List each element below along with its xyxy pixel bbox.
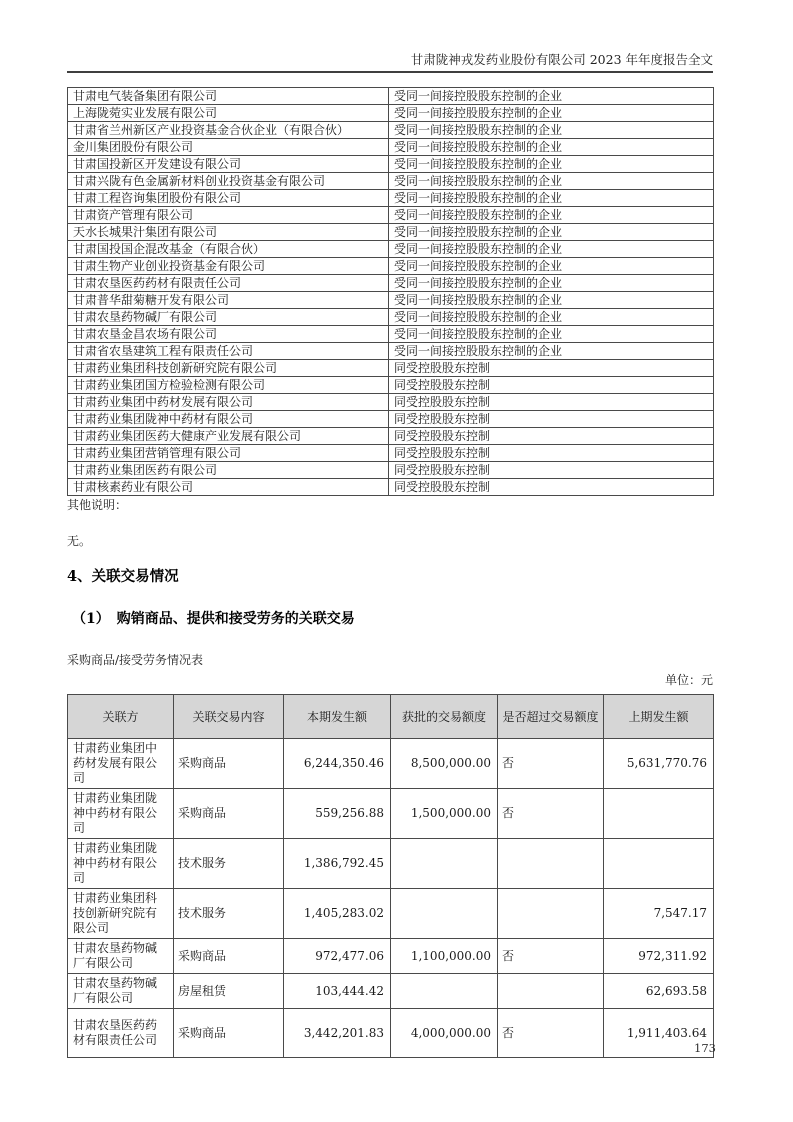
related-party-row bbox=[68, 462, 714, 479]
purchase-table-row bbox=[68, 739, 714, 789]
current-amount-cell: 559,256.88 bbox=[284, 789, 391, 839]
related-party-name: 甘肃农垦金昌农场有限公司 bbox=[68, 326, 389, 343]
unit-label: 单位：元 bbox=[664, 673, 713, 687]
related-party-row bbox=[68, 88, 714, 105]
approved-limit-cell bbox=[391, 889, 498, 939]
related-party-row bbox=[68, 105, 714, 122]
transaction-content-cell: 采购商品 bbox=[174, 1009, 284, 1058]
related-party-row bbox=[68, 343, 714, 360]
exceeds-limit-cell bbox=[498, 974, 604, 1009]
purchase-table-column-header: 本期发生额 bbox=[284, 695, 391, 739]
prior-amount-cell bbox=[604, 839, 714, 889]
related-party-cell: 甘肃农垦药物碱厂有限公司 bbox=[68, 939, 174, 974]
related-party-row bbox=[68, 411, 714, 428]
related-party-name: 金川集团股份有限公司 bbox=[68, 139, 389, 156]
related-party-relation: 同受控股股东控制 bbox=[389, 411, 714, 428]
purchase-table-row bbox=[68, 974, 714, 1009]
related-party-row bbox=[68, 258, 714, 275]
related-party-row bbox=[68, 224, 714, 241]
related-party-name: 甘肃药业集团营销管理有限公司 bbox=[68, 445, 389, 462]
related-party-name: 甘肃兴陇有色金属新材料创业投资基金有限公司 bbox=[68, 173, 389, 190]
related-party-row bbox=[68, 241, 714, 258]
related-party-relation: 受同一间接控股股东控制的企业 bbox=[389, 326, 714, 343]
transaction-content-cell: 采购商品 bbox=[174, 789, 284, 839]
other-notes-value: 无。 bbox=[67, 534, 92, 548]
purchase-table-column-header: 关联交易内容 bbox=[174, 695, 284, 739]
related-party-relation: 受同一间接控股股东控制的企业 bbox=[389, 88, 714, 105]
related-party-cell: 甘肃药业集团科技创新研究院有限公司 bbox=[68, 889, 174, 939]
related-party-row bbox=[68, 394, 714, 411]
related-party-relation: 同受控股股东控制 bbox=[389, 462, 714, 479]
current-amount-cell: 1,386,792.45 bbox=[284, 839, 391, 889]
related-party-relation: 受同一间接控股股东控制的企业 bbox=[389, 156, 714, 173]
approved-limit-cell bbox=[391, 974, 498, 1009]
related-party-relation: 同受控股股东控制 bbox=[389, 479, 714, 496]
related-party-row bbox=[68, 479, 714, 496]
related-party-cell: 甘肃药业集团中药材发展有限公司 bbox=[68, 739, 174, 789]
related-party-row bbox=[68, 122, 714, 139]
related-party-name: 甘肃核素药业有限公司 bbox=[68, 479, 389, 496]
exceeds-limit-cell bbox=[498, 889, 604, 939]
related-party-cell: 甘肃药业集团陇神中药材有限公司 bbox=[68, 789, 174, 839]
purchase-table-head bbox=[68, 695, 714, 739]
related-party-relation: 受同一间接控股股东控制的企业 bbox=[389, 343, 714, 360]
exceeds-limit-cell: 否 bbox=[498, 939, 604, 974]
purchase-table-column-header: 获批的交易额度 bbox=[391, 695, 498, 739]
running-header-title: 甘肃陇神戎发药业股份有限公司 2023 年年度报告全文 bbox=[410, 52, 713, 67]
related-party-row bbox=[68, 207, 714, 224]
header-rule bbox=[67, 71, 713, 73]
related-party-relation: 受同一间接控股股东控制的企业 bbox=[389, 173, 714, 190]
purchase-table-header-row bbox=[68, 695, 714, 739]
related-party-relation: 受同一间接控股股东控制的企业 bbox=[389, 258, 714, 275]
purchase-table-caption: 采购商品/接受劳务情况表 bbox=[67, 653, 204, 667]
related-party-relation: 受同一间接控股股东控制的企业 bbox=[389, 105, 714, 122]
related-party-relation: 同受控股股东控制 bbox=[389, 377, 714, 394]
purchase-table-row bbox=[68, 889, 714, 939]
purchase-table-column-header: 关联方 bbox=[68, 695, 174, 739]
related-party-name: 甘肃省兰州新区产业投资基金合伙企业（有限合伙） bbox=[68, 122, 389, 139]
related-party-table bbox=[67, 87, 714, 496]
related-party-relation: 受同一间接控股股东控制的企业 bbox=[389, 275, 714, 292]
related-party-name: 甘肃药业集团中药材发展有限公司 bbox=[68, 394, 389, 411]
related-party-row bbox=[68, 377, 714, 394]
related-party-name: 甘肃生物产业创业投资基金有限公司 bbox=[68, 258, 389, 275]
purchase-table-body bbox=[68, 739, 714, 1058]
related-party-relation: 受同一间接控股股东控制的企业 bbox=[389, 122, 714, 139]
related-party-relation: 受同一间接控股股东控制的企业 bbox=[389, 224, 714, 241]
related-party-relation: 同受控股股东控制 bbox=[389, 445, 714, 462]
page-number: 173 bbox=[694, 1041, 716, 1055]
related-party-cell: 甘肃药业集团陇神中药材有限公司 bbox=[68, 839, 174, 889]
section-subheading: （1） 购销商品、提供和接受劳务的关联交易 bbox=[72, 611, 355, 627]
related-party-name: 甘肃农垦医药药材有限责任公司 bbox=[68, 275, 389, 292]
related-party-name: 甘肃药业集团医药大健康产业发展有限公司 bbox=[68, 428, 389, 445]
related-party-relation: 受同一间接控股股东控制的企业 bbox=[389, 139, 714, 156]
related-party-relation: 受同一间接控股股东控制的企业 bbox=[389, 190, 714, 207]
related-party-row bbox=[68, 173, 714, 190]
related-party-relation: 同受控股股东控制 bbox=[389, 394, 714, 411]
related-party-row bbox=[68, 139, 714, 156]
transaction-content-cell: 技术服务 bbox=[174, 839, 284, 889]
related-party-cell: 甘肃农垦医药药材有限责任公司 bbox=[68, 1009, 174, 1058]
related-party-row bbox=[68, 360, 714, 377]
exceeds-limit-cell bbox=[498, 839, 604, 889]
related-party-relation: 同受控股股东控制 bbox=[389, 360, 714, 377]
related-party-row bbox=[68, 275, 714, 292]
prior-amount-cell: 5,631,770.76 bbox=[604, 739, 714, 789]
related-party-table-body bbox=[68, 88, 714, 496]
purchase-transactions-table bbox=[67, 694, 714, 1058]
purchase-table-row bbox=[68, 1009, 714, 1058]
related-party-name: 甘肃药业集团医药有限公司 bbox=[68, 462, 389, 479]
section-heading: 4、关联交易情况 bbox=[67, 568, 179, 585]
current-amount-cell: 3,442,201.83 bbox=[284, 1009, 391, 1058]
related-party-name: 甘肃农垦药物碱厂有限公司 bbox=[68, 309, 389, 326]
prior-amount-cell: 1,911,403.64 bbox=[604, 1009, 714, 1058]
current-amount-cell: 1,405,283.02 bbox=[284, 889, 391, 939]
related-party-relation: 受同一间接控股股东控制的企业 bbox=[389, 207, 714, 224]
prior-amount-cell: 972,311.92 bbox=[604, 939, 714, 974]
exceeds-limit-cell: 否 bbox=[498, 1009, 604, 1058]
related-party-name: 上海陇菀实业发展有限公司 bbox=[68, 105, 389, 122]
prior-amount-cell: 7,547.17 bbox=[604, 889, 714, 939]
transaction-content-cell: 技术服务 bbox=[174, 889, 284, 939]
transaction-content-cell: 房屋租赁 bbox=[174, 974, 284, 1009]
purchase-table-row bbox=[68, 939, 714, 974]
related-party-relation: 受同一间接控股股东控制的企业 bbox=[389, 292, 714, 309]
approved-limit-cell bbox=[391, 839, 498, 889]
transaction-content-cell: 采购商品 bbox=[174, 739, 284, 789]
prior-amount-cell: 62,693.58 bbox=[604, 974, 714, 1009]
related-party-name: 甘肃国投新区开发建设有限公司 bbox=[68, 156, 389, 173]
related-party-name: 甘肃省农垦建筑工程有限责任公司 bbox=[68, 343, 389, 360]
related-party-cell: 甘肃农垦药物碱厂有限公司 bbox=[68, 974, 174, 1009]
current-amount-cell: 972,477.06 bbox=[284, 939, 391, 974]
related-party-name: 甘肃电气装备集团有限公司 bbox=[68, 88, 389, 105]
current-amount-cell: 103,444.42 bbox=[284, 974, 391, 1009]
related-party-name: 甘肃资产管理有限公司 bbox=[68, 207, 389, 224]
approved-limit-cell: 4,000,000.00 bbox=[391, 1009, 498, 1058]
related-party-row bbox=[68, 445, 714, 462]
current-amount-cell: 6,244,350.46 bbox=[284, 739, 391, 789]
related-party-name: 甘肃药业集团科技创新研究院有限公司 bbox=[68, 360, 389, 377]
approved-limit-cell: 1,100,000.00 bbox=[391, 939, 498, 974]
related-party-row bbox=[68, 326, 714, 343]
exceeds-limit-cell: 否 bbox=[498, 789, 604, 839]
other-notes-label: 其他说明： bbox=[67, 498, 128, 512]
related-party-relation: 同受控股股东控制 bbox=[389, 428, 714, 445]
related-party-name: 甘肃普华甜菊糖开发有限公司 bbox=[68, 292, 389, 309]
related-party-name: 天水长城果汁集团有限公司 bbox=[68, 224, 389, 241]
related-party-row bbox=[68, 292, 714, 309]
purchase-table-row bbox=[68, 839, 714, 889]
purchase-table-row bbox=[68, 789, 714, 839]
purchase-table-column-header: 上期发生额 bbox=[604, 695, 714, 739]
approved-limit-cell: 8,500,000.00 bbox=[391, 739, 498, 789]
exceeds-limit-cell: 否 bbox=[498, 739, 604, 789]
related-party-row bbox=[68, 156, 714, 173]
related-party-name: 甘肃工程咨询集团股份有限公司 bbox=[68, 190, 389, 207]
related-party-row bbox=[68, 309, 714, 326]
related-party-name: 甘肃药业集团陇神中药材有限公司 bbox=[68, 411, 389, 428]
prior-amount-cell bbox=[604, 789, 714, 839]
related-party-relation: 受同一间接控股股东控制的企业 bbox=[389, 309, 714, 326]
purchase-table-column-header: 是否超过交易额度 bbox=[498, 695, 604, 739]
related-party-name: 甘肃药业集团国方检验检测有限公司 bbox=[68, 377, 389, 394]
related-party-name: 甘肃国投国企混改基金（有限合伙） bbox=[68, 241, 389, 258]
related-party-relation: 受同一间接控股股东控制的企业 bbox=[389, 241, 714, 258]
related-party-row bbox=[68, 190, 714, 207]
related-party-row bbox=[68, 428, 714, 445]
approved-limit-cell: 1,500,000.00 bbox=[391, 789, 498, 839]
transaction-content-cell: 采购商品 bbox=[174, 939, 284, 974]
